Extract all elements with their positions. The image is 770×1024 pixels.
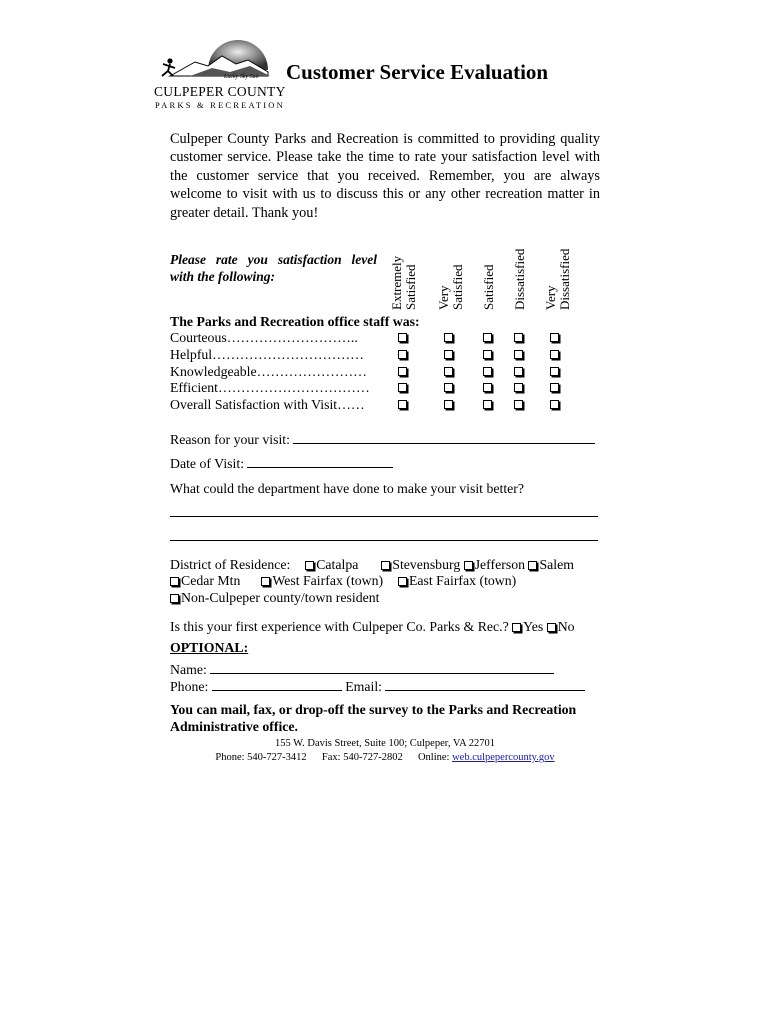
district-option-east-fairfax: East Fairfax (town) (408, 573, 517, 588)
logo-name: CULPEPER COUNTY (154, 84, 286, 99)
district-checkbox-cedar-mtn[interactable] (170, 577, 179, 586)
date-row (170, 456, 393, 472)
district-row-1 (170, 557, 574, 573)
mail-note: You can mail, fax, or drop-off the survey to the Parks and Recreation Administrative office. (170, 702, 577, 734)
district-row-2 (170, 573, 516, 589)
reason-label: Reason for your visit: (170, 432, 290, 447)
logo-tagline: Lucky Sky Sun (224, 74, 259, 80)
first-visit-yes-label: Yes (523, 619, 544, 634)
checkbox-helpful-extremely-satisfied[interactable] (398, 350, 407, 359)
first-visit-question: Is this your first experience with Culpeper Co. Parks & Rec.? (170, 619, 509, 634)
checkbox-courteous-satisfied[interactable] (483, 333, 492, 342)
checkbox-overall-very-satisfied[interactable] (444, 400, 453, 409)
first-visit-no-checkbox[interactable] (547, 623, 556, 632)
checkbox-helpful-satisfied[interactable] (483, 350, 492, 359)
district-checkbox-west-fairfax[interactable] (261, 577, 270, 586)
checkbox-helpful-dissatisfied[interactable] (514, 350, 523, 359)
checkbox-knowledgeable-extremely-satisfied[interactable] (398, 367, 407, 376)
first-visit-no-label: No (557, 619, 575, 634)
optional-heading: OPTIONAL: (170, 640, 249, 655)
footer-website-link[interactable]: web.culpepercounty.gov (452, 752, 555, 763)
district-row-3 (170, 590, 379, 606)
district-checkbox-non-culpeper[interactable] (170, 594, 179, 603)
phone-email-row (170, 679, 585, 695)
email-field[interactable] (385, 679, 585, 691)
rating-label-helpful: Helpful…………………………… (170, 347, 364, 362)
checkbox-helpful-very-satisfied[interactable] (444, 350, 453, 359)
district-option-non-culpeper: Non-Culpeper county/town resident (181, 590, 380, 605)
name-row (170, 662, 554, 678)
district-checkbox-salem[interactable] (528, 561, 537, 570)
first-visit-yes-checkbox[interactable] (512, 623, 521, 632)
email-label: Email: (345, 679, 383, 694)
district-checkbox-stevensburg[interactable] (381, 561, 390, 570)
checkbox-efficient-very-satisfied[interactable] (444, 383, 453, 392)
district-checkbox-east-fairfax[interactable] (398, 577, 407, 586)
checkbox-overall-very-dissatisfied[interactable] (550, 400, 559, 409)
name-field[interactable] (210, 662, 554, 674)
rating-label-knowledgeable: Knowledgeable…………………… (170, 364, 367, 379)
rating-prompt: Please rate you satisfaction level with the following: (170, 252, 377, 284)
checkbox-efficient-very-dissatisfied[interactable] (550, 383, 559, 392)
footer-online-label: Online: (417, 752, 450, 763)
culpeper-county-logo (150, 36, 286, 112)
footer-contact (150, 752, 620, 763)
checkbox-knowledgeable-satisfied[interactable] (483, 367, 492, 376)
date-label: Date of Visit: (170, 456, 245, 471)
reason-row (170, 432, 595, 448)
checkbox-knowledgeable-dissatisfied[interactable] (514, 367, 523, 376)
phone-field[interactable] (212, 679, 342, 691)
section-heading: The Parks and Recreation office staff was: (170, 314, 420, 329)
intro-paragraph: Culpeper County Parks and Recreation is committed to providing quality customer service. Please take the time to rate your satisfaction level with the customer service that you received. Remember, you are always welcome to visit with us to discuss this or any other recreation matter in greater detail. Thank you! (170, 131, 600, 221)
checkbox-courteous-dissatisfied[interactable] (514, 333, 523, 342)
checkbox-overall-dissatisfied[interactable] (514, 400, 523, 409)
district-checkbox-catalpa[interactable] (305, 561, 314, 570)
page-title: Customer Service Evaluation (286, 60, 549, 84)
district-option-catalpa: Catalpa (316, 557, 359, 572)
district-option-stevensburg: Stevensburg (392, 557, 461, 572)
checkbox-efficient-extremely-satisfied[interactable] (398, 383, 407, 392)
improve-answer-line-1[interactable] (170, 503, 598, 517)
checkbox-efficient-satisfied[interactable] (483, 383, 492, 392)
checkbox-courteous-very-dissatisfied[interactable] (550, 333, 559, 342)
checkbox-efficient-dissatisfied[interactable] (514, 383, 523, 392)
checkbox-knowledgeable-very-dissatisfied[interactable] (550, 367, 559, 376)
checkbox-knowledgeable-very-satisfied[interactable] (444, 367, 453, 376)
footer-address: 155 W. Davis Street, Suite 100; Culpeper, VA 22701 (275, 738, 495, 749)
logo-subtitle: PARKS & RECREATION (155, 100, 285, 110)
improve-question: What could the department have done to make your visit better? (170, 481, 524, 496)
checkbox-courteous-extremely-satisfied[interactable] (398, 333, 407, 342)
district-label: District of Residence: (170, 557, 291, 572)
checkbox-courteous-very-satisfied[interactable] (444, 333, 453, 342)
phone-label: Phone: (170, 679, 209, 694)
checkbox-overall-extremely-satisfied[interactable] (398, 400, 407, 409)
rating-label-efficient: Efficient…………………………… (170, 380, 370, 395)
district-option-salem: Salem (539, 557, 574, 572)
date-field[interactable] (247, 456, 393, 468)
rating-label-courteous: Courteous……………………….. (170, 330, 358, 345)
checkbox-overall-satisfied[interactable] (483, 400, 492, 409)
district-option-cedar-mtn: Cedar Mtn (181, 573, 241, 588)
footer-phone: Phone: 540-727-3412 (215, 752, 307, 763)
footer-fax: Fax: 540-727-2802 (321, 752, 403, 763)
district-option-west-fairfax: West Fairfax (town) (272, 573, 384, 588)
reason-field[interactable] (293, 432, 595, 444)
rating-label-overall: Overall Satisfaction with Visit…… (170, 397, 365, 412)
district-checkbox-jefferson[interactable] (464, 561, 473, 570)
district-option-jefferson: Jefferson (474, 557, 526, 572)
improve-answer-line-2[interactable] (170, 527, 598, 541)
checkbox-helpful-very-dissatisfied[interactable] (550, 350, 559, 359)
first-visit-row (170, 619, 575, 635)
name-label: Name: (170, 662, 207, 677)
